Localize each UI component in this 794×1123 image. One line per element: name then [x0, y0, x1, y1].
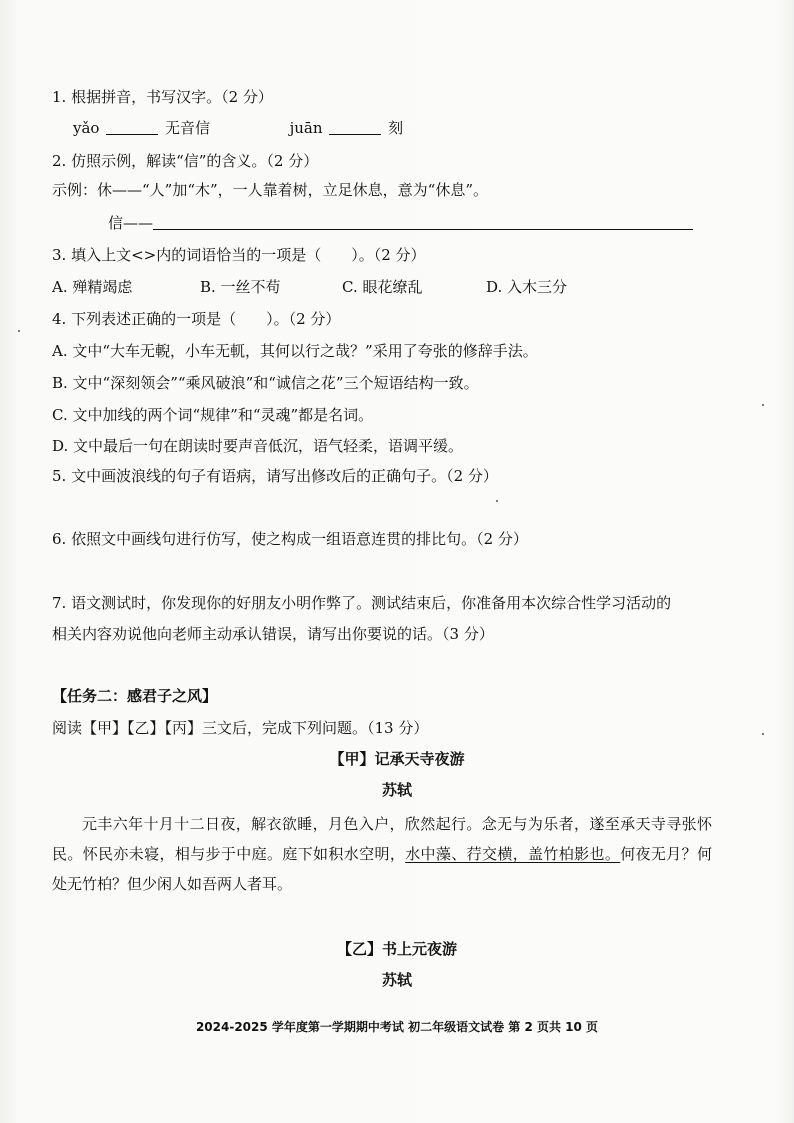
- option-b: B. 一丝不苟: [200, 278, 281, 296]
- text-yi-author: 苏轼: [381, 971, 412, 989]
- underlined-sentence: 水中藻、荇交横，盖竹柏影也。: [405, 845, 621, 863]
- pinyin-2: juān: [289, 119, 323, 137]
- text-yi-title: 【乙】书上元夜游: [336, 940, 457, 958]
- question-5: 5. 文中画波浪线的句子有语病，请写出修改后的正确句子。（2 分）: [52, 467, 498, 485]
- question-3-options: [52, 277, 567, 297]
- question-2-answer-row: [108, 213, 693, 233]
- passage-part-1: 元丰六年十月十二日夜，解衣欲睡，月色入户，欣然起行。念无与为乐者，遂至承天寺寻张怀民。怀民亦未寝，相与步于中庭。庭下如积水空明，: [52, 815, 712, 863]
- question-4-option-c: C. 文中加线的两个词“规律”和“灵魂”都是名词。: [52, 406, 374, 424]
- text-jia-title: 【甲】记承天寺夜游: [329, 750, 465, 768]
- question-4: 4. 下列表述正确的一项是（ ）。（2 分）: [52, 310, 341, 328]
- question-4-option-b: B. 文中“深刻领会”“乘风破浪”和“诚信之花”三个短语结构一致。: [52, 374, 479, 392]
- word-1: 无音信: [165, 119, 211, 137]
- question-1: 1. 根据拼音，书写汉字。（2 分）: [52, 88, 273, 106]
- task-2-heading: 【任务二：感君子之风】: [52, 687, 218, 705]
- question-2-prompt: 信——: [108, 214, 154, 232]
- passage-part-2: 何夜无月？何处无竹柏？但少闲人如吾两人者耳。: [52, 845, 712, 893]
- task-2-instruction: 阅读【甲】【乙】【丙】三文后，完成下列问题。（13 分）: [52, 719, 429, 737]
- question-7-line-1: 7. 语文测试时，你发现你的好朋友小明作弊了。测试结束后，你准备用本次综合性学习活动的: [52, 594, 672, 612]
- option-d: D. 入木三分: [486, 278, 568, 296]
- option-c: C. 眼花缭乱: [342, 278, 423, 296]
- page-footer: 2024-2025 学年度第一学期期中考试 初二年级语文试卷 第 2 页共 10 页: [195, 1020, 599, 1034]
- answer-blank-2[interactable]: [329, 120, 381, 135]
- question-1-pinyin-row: [73, 118, 403, 138]
- question-4-option-a: A. 文中“大车无輗，小车无軏，其何以行之哉？”采用了夸张的修辞手法。: [52, 342, 538, 360]
- question-6: 6. 依照文中画线句进行仿写，使之构成一组语意连贯的排比句。（2 分）: [52, 530, 528, 548]
- option-a: A. 殚精竭虑: [52, 278, 133, 296]
- question-2-example: 示例：休——“人”加“木”，一人靠着树，立足休息，意为“休息”。: [52, 181, 489, 199]
- answer-blank-1[interactable]: [106, 120, 158, 135]
- text-jia-author: 苏轼: [381, 781, 412, 799]
- text-jia-passage: [52, 809, 712, 899]
- question-2: 2. 仿照示例，解读“信”的含义。（2 分）: [52, 152, 319, 170]
- question-4-option-d: D. 文中最后一句在朗读时要声音低沉，语气轻柔，语调平缓。: [52, 437, 464, 455]
- question-7-line-2: 相关内容劝说他向老师主动承认错误，请写出你要说的话。（3 分）: [52, 625, 494, 643]
- word-2: 刻: [388, 119, 404, 137]
- answer-line-2[interactable]: [153, 215, 693, 230]
- pinyin-1: yǎo: [73, 119, 100, 137]
- question-3: 3. 填入上文<>内的词语恰当的一项是（ ）。（2 分）: [52, 246, 426, 264]
